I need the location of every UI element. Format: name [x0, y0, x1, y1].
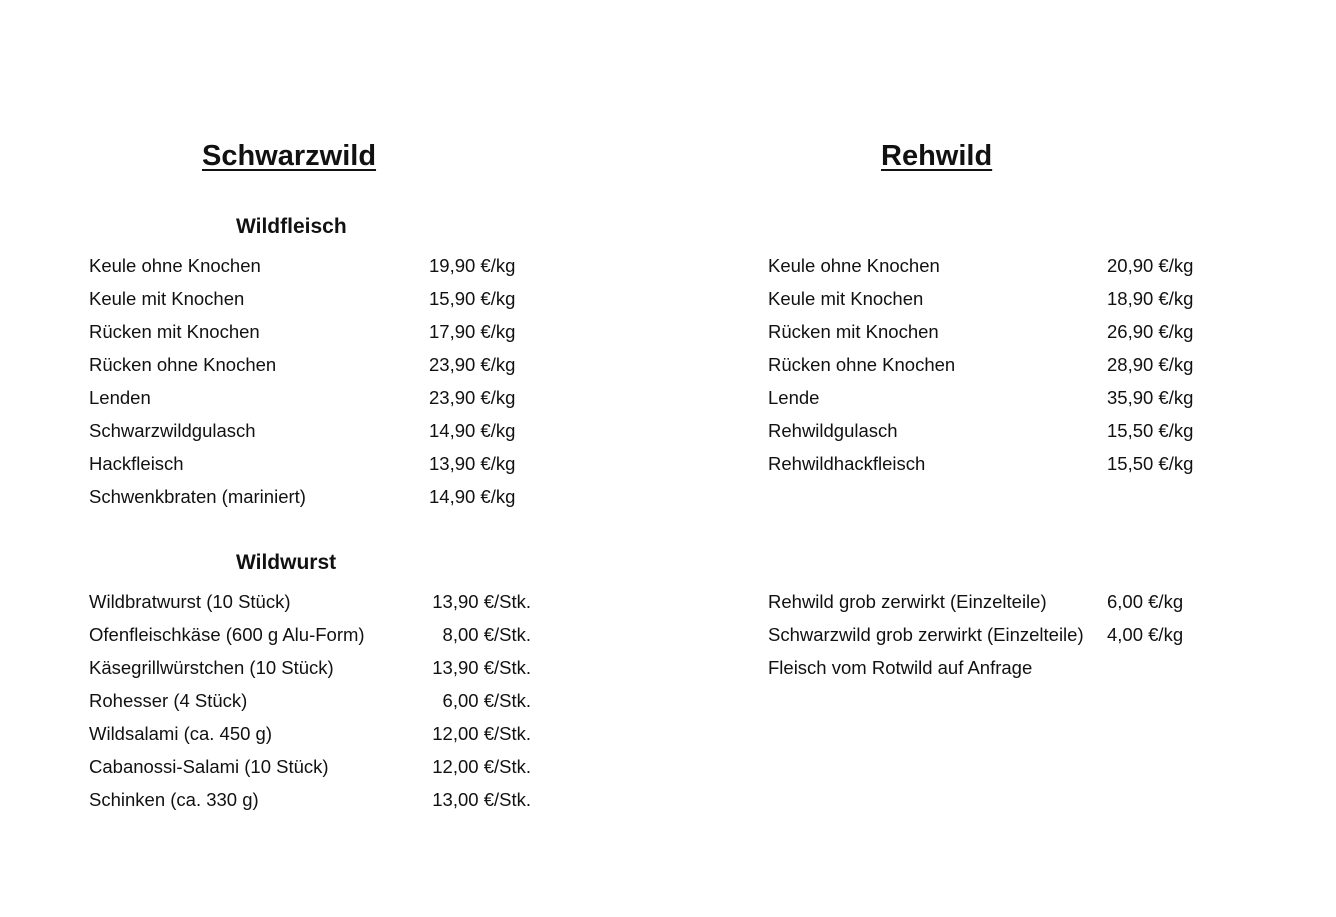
item-price: 26,90 €/kg	[1107, 321, 1194, 342]
item-name: Rücken mit Knochen	[89, 321, 260, 342]
item-price: 13,90 €/Stk.	[432, 591, 531, 612]
item-price: 14,90 €/kg	[429, 486, 516, 507]
price-row	[89, 249, 549, 282]
item-price: 23,90 €/kg	[429, 387, 516, 408]
price-row	[89, 480, 549, 513]
price-row	[89, 717, 549, 750]
price-row	[89, 750, 549, 783]
heading-schwarzwild: Schwarzwild	[202, 140, 377, 172]
price-row	[768, 381, 1228, 414]
price-row	[89, 348, 549, 381]
item-name: Schinken (ca. 330 g)	[89, 789, 259, 810]
item-price: 19,90 €/kg	[429, 255, 516, 276]
item-price: 28,90 €/kg	[1107, 354, 1194, 375]
item-price: 20,90 €/kg	[1107, 255, 1194, 276]
item-name: Hackfleisch	[89, 453, 184, 474]
price-row	[89, 282, 549, 315]
heading-rehwild: Rehwild	[881, 140, 993, 172]
item-price: 4,00 €/kg	[1107, 624, 1184, 645]
subheading-wildwurst: Wildwurst	[236, 551, 337, 574]
item-name: Rücken ohne Knochen	[89, 354, 277, 375]
item-name: Schwenkbraten (mariniert)	[89, 486, 306, 507]
item-price: 13,00 €/Stk.	[432, 789, 531, 810]
item-price: 13,90 €/kg	[429, 453, 516, 474]
item-price: 18,90 €/kg	[1107, 288, 1194, 309]
item-name: Rücken mit Knochen	[768, 321, 939, 342]
item-price: 12,00 €/Stk.	[432, 723, 531, 744]
item-name: Schwarzwildgulasch	[89, 420, 256, 441]
item-name: Cabanossi-Salami (10 Stück)	[89, 756, 329, 777]
subheading-wildfleisch: Wildfleisch	[236, 215, 347, 238]
item-price: 6,00 €/kg	[1107, 591, 1184, 612]
rotwild-note: Fleisch vom Rotwild auf Anfrage	[768, 657, 1033, 678]
item-price: 14,90 €/kg	[429, 420, 516, 441]
item-price: 23,90 €/kg	[429, 354, 516, 375]
price-row	[89, 651, 549, 684]
item-name: Wildsalami (ca. 450 g)	[89, 723, 273, 744]
item-name: Käsegrillwürstchen (10 Stück)	[89, 657, 334, 678]
price-row	[768, 282, 1228, 315]
item-name: Keule ohne Knochen	[89, 255, 261, 276]
price-row	[89, 414, 549, 447]
item-price: 8,00 €/Stk.	[442, 624, 531, 645]
price-row	[768, 414, 1228, 447]
price-row	[89, 783, 549, 816]
item-name: Rehwildhackfleisch	[768, 453, 926, 474]
item-name: Rücken ohne Knochen	[768, 354, 956, 375]
item-price: 35,90 €/kg	[1107, 387, 1194, 408]
price-row	[768, 618, 1228, 651]
price-row	[89, 315, 549, 348]
item-name: Ofenfleischkäse (600 g Alu-Form)	[89, 624, 365, 645]
item-name: Lende	[768, 387, 820, 408]
item-name: Rohesser (4 Stück)	[89, 690, 248, 711]
item-price: 15,50 €/kg	[1107, 453, 1194, 474]
item-price: 13,90 €/Stk.	[432, 657, 531, 678]
item-name: Rehwildgulasch	[768, 420, 898, 441]
price-row	[768, 249, 1228, 282]
item-price: 15,90 €/kg	[429, 288, 516, 309]
item-name: Keule mit Knochen	[768, 288, 924, 309]
item-name: Keule mit Knochen	[89, 288, 245, 309]
price-row	[768, 348, 1228, 381]
item-name: Wildbratwurst (10 Stück)	[89, 591, 291, 612]
item-name: Schwarzwild grob zerwirkt (Einzelteile)	[768, 624, 1084, 645]
price-row	[768, 447, 1228, 480]
item-name: Rehwild grob zerwirkt (Einzelteile)	[768, 591, 1047, 612]
price-row	[768, 585, 1228, 618]
item-price: 12,00 €/Stk.	[432, 756, 531, 777]
item-name: Keule ohne Knochen	[768, 255, 940, 276]
price-row	[89, 585, 549, 618]
item-price: 6,00 €/Stk.	[442, 690, 531, 711]
item-price: 15,50 €/kg	[1107, 420, 1194, 441]
price-row	[89, 684, 549, 717]
price-row	[89, 447, 549, 480]
item-price: 17,90 €/kg	[429, 321, 516, 342]
price-row	[89, 618, 549, 651]
price-row	[768, 315, 1228, 348]
price-row	[89, 381, 549, 414]
item-name: Lenden	[89, 387, 151, 408]
